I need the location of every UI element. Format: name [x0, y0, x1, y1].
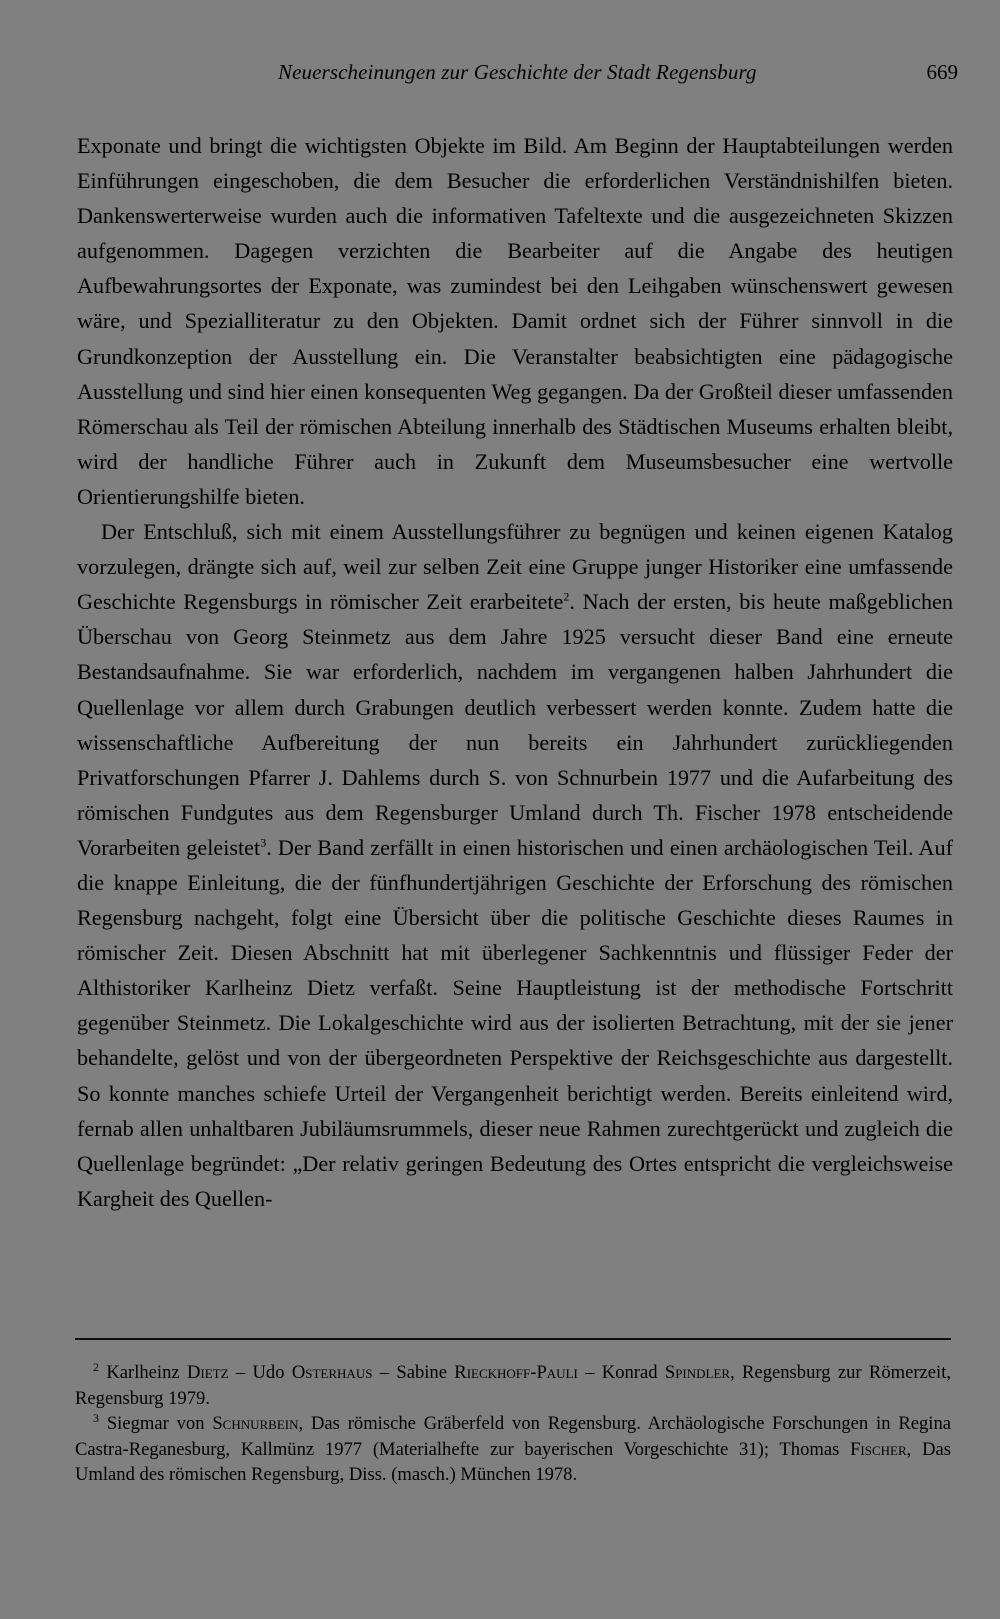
paragraph-1: Exponate und bringt die wichtigsten Objekte im Bild. Am Beginn der Hauptabteilungen werden Einführungen eingeschoben, die dem Besucher die erforderlichen Verständnishilfen bieten. Dankenswerterweise wurden auch die informativen Tafeltexte und die ausgezeichneten Skizzen aufgenommen. Dagegen verzichten die Bearbeiter auf die Angabe des heutigen Aufbewahrungsortes der Exponate, was zumindest bei den Leihgaben wünschenswert gewesen wäre, und Spezialliteratur zu den Objekten. Damit ordnet sich der Führer sinnvoll in die Grundkonzeption der Ausstellung ein. Die Veranstalter beabsichtigten eine pädagogische Ausstellung und sind hier einen konsequenten Weg gegangen. Da der Großteil dieser umfassenden Römerschau als Teil der römischen Abteilung innerhalb des Städtischen Museums erhalten bleibt, wird der handliche Führer auch in Zukunft dem Museumsbesucher eine wertvolle Orientierungshilfe bieten.: [77, 133, 953, 509]
footnote-2-text: – Udo: [228, 1362, 292, 1383]
running-head: [0, 60, 1000, 92]
footnote-3-text: , Das römische Gräberfeld von Regensburg. Archäologische Forschungen in Regina Castra-Reganesburg, Kallmünz 1977 (Materialhefte zur bayerischen Vorgeschichte 31); Thomas: [75, 1413, 951, 1460]
footnote-reference-3: 3: [260, 835, 267, 850]
main-text: [77, 128, 953, 1216]
footnote-2-marker: 2: [93, 1359, 99, 1374]
paragraph-2-part-a: Der Entschluß, sich mit einem Ausstellungsführer zu begnügen und keinen eigenen Katalog vorzulegen, drängte sich auf, weil zur selben Zeit eine Gruppe junger Historiker eine umfassende Geschichte Regensburgs in römischer Zeit erarbeitete: [77, 519, 953, 615]
footnote-separator: [75, 1338, 951, 1340]
author-name: Osterhaus: [291, 1362, 373, 1383]
paragraph-2: [77, 514, 953, 1216]
author-name: Schnurbein: [212, 1413, 299, 1434]
author-name: Rieckhoff-Pauli: [454, 1362, 578, 1383]
footnote-3-marker: 3: [93, 1410, 99, 1425]
footnote-reference-2: 2: [563, 589, 570, 604]
footnote-2: [75, 1360, 951, 1411]
footnote-3: [75, 1411, 951, 1488]
footnote-2-text: , Regensburg zur Römerzeit, Regensburg 1979.: [75, 1362, 952, 1409]
paragraph-2-part-b: . Nach der ersten, bis heute maßgeblichen Überschau von Georg Steinmetz aus dem Jahre 1925 versucht dieser Band eine erneute Bestandsaufnahme. Sie war erforderlich, nachdem im vergangenen halben Jahrhundert die Quellenlage vor allem durch Grabungen deutlich verbessert werden konnte. Zudem hatte die wissenschaftliche Aufbereitung der nun bereits ein Jahrhundert zurückliegenden Privatforschungen Pfarrer J. Dahlems durch S. von Schnurbein 1977 und die Aufarbeitung des römischen Fundgutes aus dem Regensburger Umland durch Th. Fischer 1978 entscheidende Vorarbeiten geleistet: [77, 589, 953, 860]
author-name: Dietz: [186, 1362, 229, 1383]
page-number: 669: [926, 60, 958, 84]
paragraph-2-part-c: . Der Band zerfällt in einen historischen und einen archäologischen Teil. Auf die knappe Einleitung, die der fünfhundertjährigen Geschichte der Erforschung des römischen Regensburg nachgeht, folgt eine Übersicht über die politische Geschichte dieses Raumes in römischer Zeit. Diesen Abschnitt hat mit überlegener Sachkenntnis und flüssiger Feder der Althistoriker Karlheinz Dietz verfaßt. Seine Hauptleistung ist der methodische Fortschritt gegenüber Steinmetz. Die Lokalgeschichte wird aus der isolierten Betrachtung, mit der sie jener behandelte, gelöst und von der übergeordneten Perspektive der Reichsgeschichte aus dargestellt. So konnte manches schiefe Urteil der Vergangenheit berichtigt werden. Bereits einleitend wird, fernab allen unhaltbaren Jubiläumsrummels, dieser neue Rahmen zurechtgerückt und zugleich die Quellenlage begründet: „Der relativ geringen Bedeutung des Ortes entspricht die vergleichsweise Kargheit des Quellen-: [77, 834, 953, 1211]
footnote-3-text: , Das Umland des römischen Regensburg, Diss. (masch.) München 1978.: [75, 1438, 951, 1485]
footnote-2-text: – Konrad: [577, 1362, 665, 1383]
author-name: Spindler: [664, 1362, 731, 1383]
footnotes: [75, 1360, 951, 1488]
running-head-title: Neuerscheinungen zur Geschichte der Stadt Regensburg: [278, 60, 757, 84]
footnote-2-text: Karlheinz: [106, 1362, 187, 1383]
footnote-2-text: – Sabine: [372, 1362, 455, 1383]
footnote-3-text: Siegmar von: [106, 1413, 213, 1434]
author-name: Fischer: [850, 1438, 907, 1460]
